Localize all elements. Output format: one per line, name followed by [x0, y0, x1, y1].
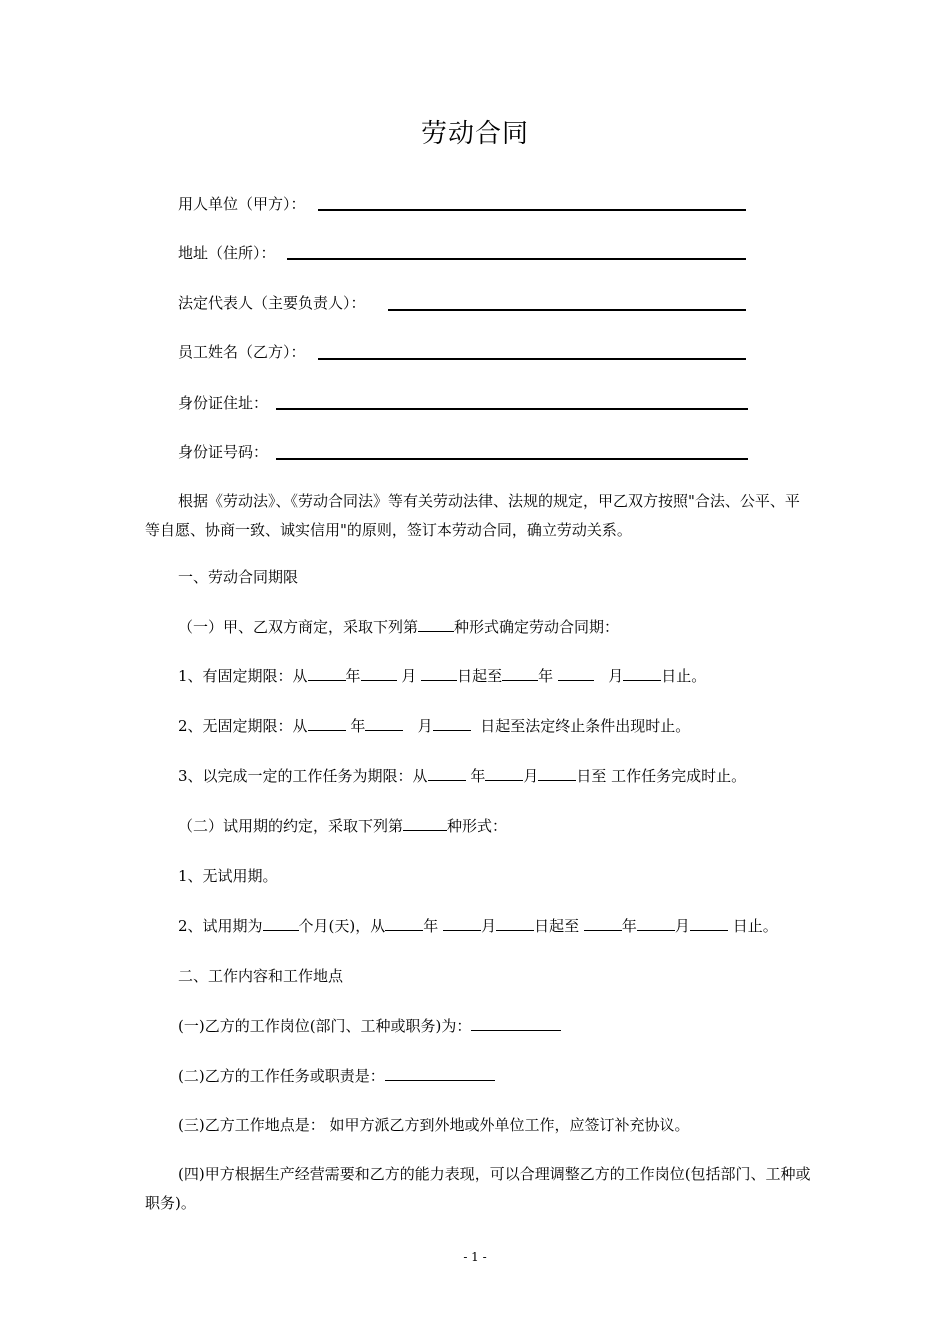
blank[interactable]	[485, 766, 523, 781]
id-number-label: 身份证号码：	[178, 443, 269, 461]
blank[interactable]	[623, 666, 661, 681]
id-number-blank[interactable]	[276, 458, 748, 460]
text: 年	[423, 917, 439, 935]
blank[interactable]	[361, 666, 397, 681]
employer-blank[interactable]	[318, 209, 746, 211]
id-address-blank[interactable]	[276, 408, 748, 410]
text: 2、试用期为	[178, 917, 263, 935]
job-position-blank[interactable]	[471, 1016, 561, 1031]
job-position-item	[178, 1016, 561, 1036]
position-adjust-paragraph: (四)甲方根据生产经营需要和乙方的能力表现，可以合理调整乙方的工作岗位(包括部门、工种或职务)。	[145, 1165, 811, 1212]
text: （一）甲、乙双方商定，采取下列第	[178, 618, 419, 636]
document-title: 劳动合同	[420, 119, 529, 149]
text: 年	[345, 667, 361, 685]
intro-paragraph: 根据《劳动法》、《劳动合同法》等有关劳动法律、法规的规定，甲乙双方按照"合法、公平、平等自愿、协商一致、诚实信用"的原则，签订本劳动合同，确立劳动关系。	[145, 492, 800, 539]
blank[interactable]	[308, 666, 346, 681]
text: 年	[621, 917, 637, 935]
text: 日止。	[732, 917, 778, 935]
blank[interactable]	[263, 916, 299, 931]
trial-form-choice	[178, 816, 507, 836]
text: (二)乙方的工作任务或职责是：	[178, 1067, 385, 1085]
blank[interactable]	[421, 666, 457, 681]
text: 日至 工作任务完成时止。	[576, 767, 747, 785]
text: 日止。	[661, 667, 707, 685]
employee-name-blank[interactable]	[318, 358, 746, 360]
text: 月	[608, 667, 624, 685]
id-address-label: 身份证住址：	[178, 394, 269, 412]
text: 月	[417, 717, 433, 735]
no-trial-item: 1、无试用期。	[178, 867, 278, 885]
legal-rep-blank[interactable]	[388, 309, 746, 311]
blank[interactable]	[385, 916, 423, 931]
employer-label: 用人单位（甲方）：	[178, 195, 306, 213]
trial-period-item	[178, 916, 778, 936]
blank[interactable]	[428, 766, 466, 781]
blank[interactable]	[496, 916, 534, 931]
employee-name-label: 员工姓名（乙方）：	[178, 343, 306, 361]
blank[interactable]	[443, 916, 481, 931]
form-number-blank[interactable]	[418, 617, 454, 632]
blank[interactable]	[637, 916, 675, 931]
text: 种形式：	[447, 817, 508, 835]
legal-rep-label: 法定代表人（主要负责人）：	[178, 294, 366, 312]
contract-form-choice	[178, 617, 619, 637]
form-number-blank[interactable]	[403, 816, 447, 831]
blank[interactable]	[502, 666, 538, 681]
blank[interactable]	[690, 916, 728, 931]
text: 年	[350, 717, 366, 735]
open-term-item	[178, 716, 690, 736]
text: 3、以完成一定的工作任务为期限：从	[178, 767, 428, 785]
blank[interactable]	[584, 916, 622, 931]
blank[interactable]	[558, 666, 594, 681]
text: 个月(天)，从	[298, 917, 386, 935]
text: 日起至	[457, 667, 503, 685]
text: （二）试用期的约定，采取下列第	[178, 817, 404, 835]
text: 年	[470, 767, 486, 785]
work-location-item: (三)乙方工作地点是： 如甲方派乙方到外地或外单位工作，应签订补充协议。	[178, 1116, 690, 1134]
text: 月	[481, 917, 497, 935]
task-term-item	[178, 766, 746, 786]
blank[interactable]	[538, 766, 576, 781]
text: 日起至	[534, 917, 580, 935]
text: 月	[523, 767, 539, 785]
text: 年	[538, 667, 554, 685]
page-number: - 1 -	[463, 1250, 487, 1264]
text: 月	[401, 667, 417, 685]
text: (一)乙方的工作岗位(部门、工种或职务)为：	[178, 1017, 472, 1035]
address-label: 地址（住所）：	[178, 244, 276, 262]
blank[interactable]	[308, 716, 346, 731]
text: 日起至法定终止条件出现时止。	[480, 717, 691, 735]
blank[interactable]	[433, 716, 471, 731]
text: 2、无固定期限：从	[178, 717, 308, 735]
section1-heading: 一、劳动合同期限	[178, 568, 299, 586]
text: 月	[674, 917, 690, 935]
fixed-term-item	[178, 666, 706, 686]
job-duties-item	[178, 1066, 495, 1086]
text: 1、有固定期限：从	[178, 667, 308, 685]
job-duties-blank[interactable]	[385, 1066, 495, 1081]
address-blank[interactable]	[287, 258, 746, 260]
blank[interactable]	[365, 716, 403, 731]
section2-heading: 二、工作内容和工作地点	[178, 967, 344, 985]
text: 种形式确定劳动合同期：	[454, 618, 620, 636]
